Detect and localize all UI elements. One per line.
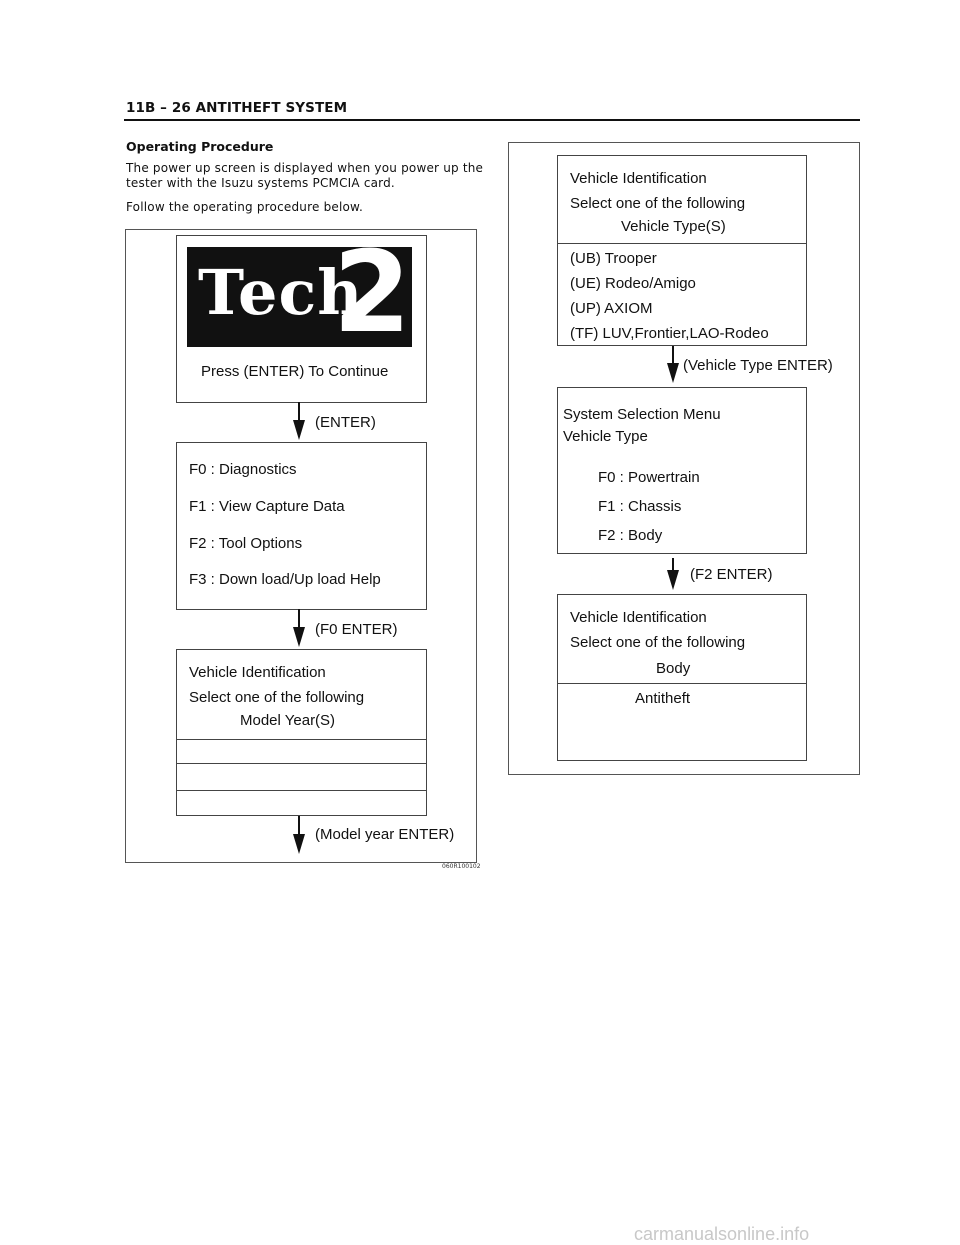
down-arrow-icon: [667, 570, 679, 590]
model-year-label: Model Year(S): [240, 712, 336, 729]
header-rule: [124, 119, 860, 121]
vehicle-option-axiom: (UP) AXIOM: [570, 300, 653, 317]
system-item-body: F2 : Body: [598, 527, 663, 544]
vehicle-type-subtitle: Vehicle Type: [563, 428, 648, 445]
down-arrow-icon: [667, 363, 679, 383]
tech2-logo-word: Tech: [198, 256, 364, 329]
down-arrow-icon: [293, 420, 305, 440]
vehicle-identification-label: Vehicle Identification: [570, 609, 707, 626]
list-divider: [176, 763, 427, 764]
system-item-powertrain: F0 : Powertrain: [598, 469, 700, 486]
arrow-shaft: [298, 609, 300, 629]
system-item-chassis: F1 : Chassis: [598, 498, 682, 515]
system-selection-title: System Selection Menu: [563, 406, 721, 423]
vehicle-option-rodeo-amigo: (UE) Rodeo/Amigo: [570, 275, 696, 292]
menu-item-diagnostics: F0 : Diagnostics: [189, 461, 297, 478]
procedure-title: Operating Procedure: [126, 139, 274, 154]
vehicle-identification-label: Vehicle Identification: [189, 664, 326, 681]
follow-instruction: Follow the operating procedure below.: [126, 200, 363, 214]
down-arrow-icon: [293, 627, 305, 647]
arrow-label-f0-enter: (F0 ENTER): [315, 621, 398, 638]
vehicle-type-label: Vehicle Type(S): [621, 218, 726, 235]
arrow-shaft: [298, 402, 300, 422]
arrow-label-model-year-enter: (Model year ENTER): [315, 826, 455, 843]
select-instruction: Select one of the following: [189, 689, 365, 706]
select-instruction: Select one of the following: [570, 634, 746, 651]
enter-prompt: Press (ENTER) To Continue: [201, 363, 389, 380]
list-divider: [557, 683, 807, 684]
list-divider: [557, 243, 807, 244]
arrow-shaft: [298, 816, 300, 836]
vehicle-option-trooper: (UB) Trooper: [570, 250, 657, 267]
vehicle-option-luv-frontier: (TF) LUV,Frontier,LAO-Rodeo: [570, 325, 769, 342]
figure-code: 060R100102: [442, 863, 481, 870]
arrow-label-vehicle-type-enter: (Vehicle Type ENTER): [683, 357, 833, 374]
menu-item-download-help: F3 : Down load/Up load Help: [189, 571, 381, 588]
intro-paragraph: The power up screen is displayed when you power up the tester with the Isuzu systems PCMCIA card.: [126, 161, 484, 190]
menu-item-view-capture: F1 : View Capture Data: [189, 498, 345, 515]
menu-item-tool-options: F2 : Tool Options: [189, 535, 303, 552]
tech2-logo-number: 2: [333, 228, 411, 358]
arrow-shaft: [672, 346, 674, 364]
select-instruction: Select one of the following: [570, 195, 746, 212]
site-watermark: carmanualsonline.info: [634, 1224, 810, 1244]
body-label: Body: [656, 660, 691, 677]
list-divider: [176, 790, 427, 791]
down-arrow-icon: [293, 834, 305, 854]
list-divider: [176, 739, 427, 740]
arrow-label-enter: (ENTER): [315, 414, 376, 431]
option-antitheft: Antitheft: [635, 690, 691, 707]
vehicle-identification-label: Vehicle Identification: [570, 170, 707, 187]
arrow-label-f2-enter: (F2 ENTER): [690, 566, 773, 583]
section-header: 11B – 26 ANTITHEFT SYSTEM: [126, 100, 348, 116]
